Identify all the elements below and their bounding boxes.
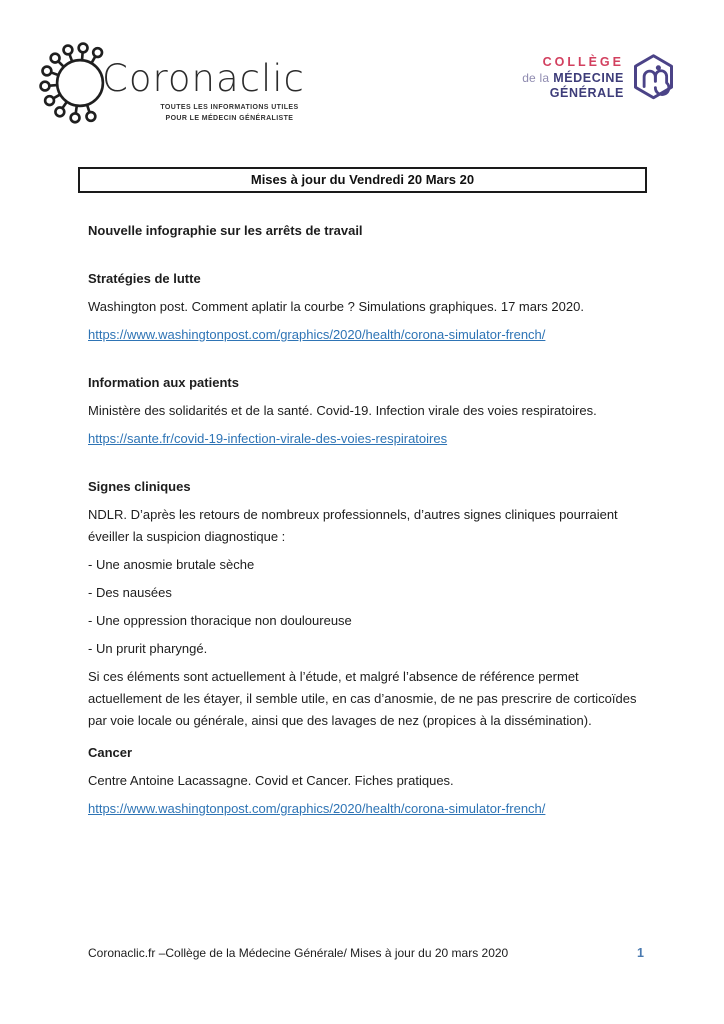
- cmg-college-line: COLLÈGE: [542, 55, 624, 69]
- page-number: 1: [637, 946, 644, 960]
- cmg-generale-line: GÉNÉRALE: [549, 86, 624, 100]
- cmg-logo-text: [522, 52, 624, 101]
- link-row: [88, 324, 644, 346]
- tagline-line-2: POUR LE MÉDECIN GÉNÉRALISTE: [165, 115, 294, 123]
- paragraph-signes-intro: NDLR. D’après les retours de nombreux professionnels, d’autres signes cliniques pourraient éveiller la suspicion diagnostique :: [88, 507, 618, 544]
- footer-text: Coronaclic.fr –Collège de la Médecine Générale/ Mises à jour du 20 mars 2020: [88, 946, 509, 960]
- list-item-anosmie: - Une anosmie brutale sèche: [88, 557, 255, 572]
- sante-fr-link[interactable]: https://sante.fr/covid-19-infection-virale-des-voies-respiratoires: [88, 431, 448, 446]
- list-item-oppression: - Une oppression thoracique non douloureuse: [88, 613, 352, 628]
- cmg-logo: [522, 52, 676, 103]
- title-bar: Mises à jour du Vendredi 20 Mars 20: [78, 167, 647, 193]
- heading-strategies: Stratégies de lutte: [88, 271, 201, 286]
- document-body: [88, 220, 644, 826]
- paragraph-information: Ministère des solidarités et de la santé. Covid-19. Infection virale des voies respiratoires.: [88, 403, 597, 418]
- paragraph-cancer: Centre Antoine Lacassagne. Covid et Cancer. Fiches pratiques.: [88, 773, 454, 788]
- paragraph-strategies: Washington post. Comment aplatir la courbe ? Simulations graphiques. 17 mars 2020.: [88, 299, 584, 314]
- coronaclic-logo: [36, 36, 305, 130]
- tagline-line-1: TOUTES LES INFORMATIONS UTILES: [160, 104, 299, 111]
- coronaclic-logo-tagline: [154, 102, 305, 124]
- heading-signes: Signes cliniques: [88, 479, 191, 494]
- heading-cancer: Cancer: [88, 745, 133, 760]
- link-row: [88, 798, 644, 820]
- footer: [88, 946, 644, 960]
- coronaclic-logo-name: Coronaclic: [102, 57, 305, 100]
- list-item-nausees: - Des nausées: [88, 585, 172, 600]
- link-row: [88, 428, 644, 450]
- cmg-medecine: MÉDECINE: [553, 71, 624, 85]
- cmg-de-la: de la: [522, 71, 550, 85]
- heading-infographie: Nouvelle infographie sur les arrêts de travail: [88, 223, 363, 238]
- heading-information: Information aux patients: [88, 375, 239, 390]
- cancer-link[interactable]: https://www.washingtonpost.com/graphics/2020/health/corona-simulator-french/: [88, 801, 546, 816]
- washingtonpost-link[interactable]: https://www.washingtonpost.com/graphics/2020/health/corona-simulator-french/: [88, 327, 546, 342]
- header: [36, 36, 676, 130]
- cmg-medecine-line: [522, 70, 624, 86]
- list-item-prurit: - Un prurit pharyngé.: [88, 641, 208, 656]
- paragraph-signes-note: Si ces éléments sont actuellement à l’étude, et malgré l’absence de référence permet actuellement de les étayer, il semble utile, en cas d’anosmie, de ne pas prescrire de corticoïdes par voie locale ou générale, ainsi que des lavages de nez (propices à la dissémination).: [88, 669, 637, 728]
- coronaclic-logo-text: [102, 57, 305, 124]
- cmg-hexagon-icon: [631, 52, 676, 103]
